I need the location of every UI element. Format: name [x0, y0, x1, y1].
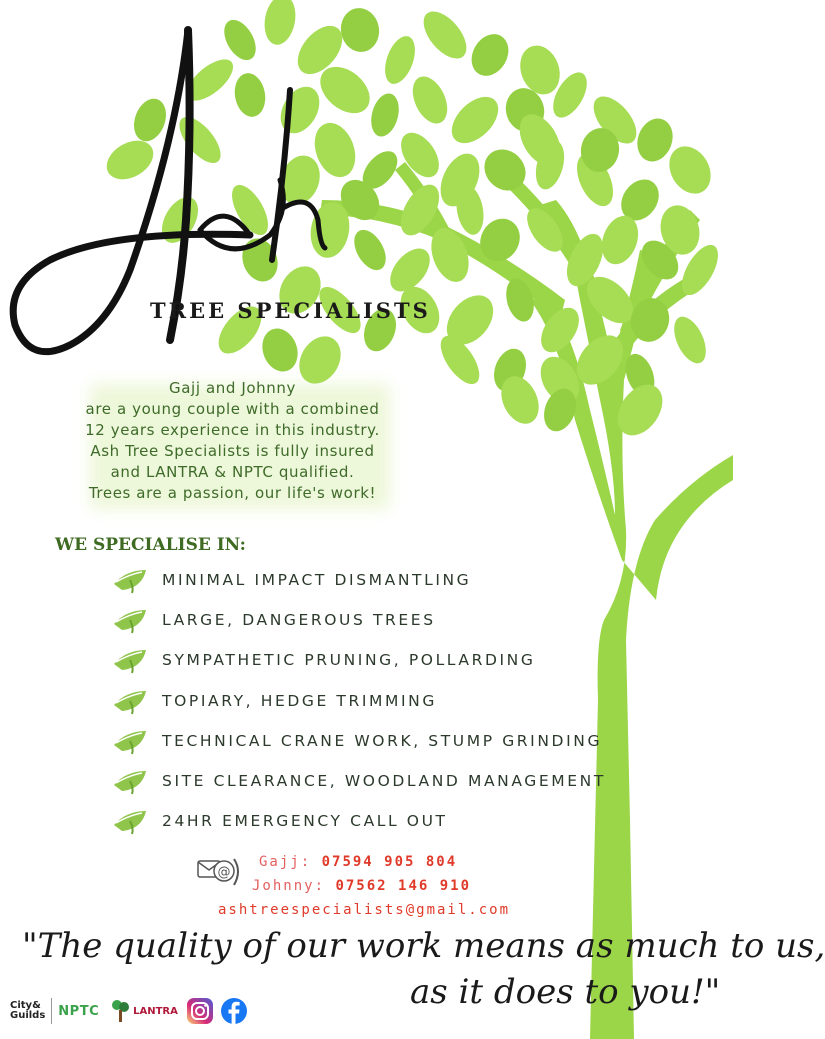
- service-item: [112, 640, 606, 680]
- leaf-icon: [112, 727, 150, 755]
- facebook-icon[interactable]: [220, 997, 248, 1025]
- intro-line: are a young couple with a combined: [85, 400, 380, 418]
- logo-subtitle: TREE SPECIALISTS: [150, 298, 431, 323]
- intro-line: Trees are a passion, our life's work!: [88, 484, 377, 502]
- canopy-leaf: [464, 27, 515, 82]
- service-label: TECHNICAL CRANE WORK, STUMP GRINDING: [162, 731, 603, 750]
- gajj-phone[interactable]: 07594 905 804: [321, 854, 458, 870]
- service-item: [112, 761, 606, 801]
- canopy-leaf: [416, 4, 475, 66]
- service-label: LARGE, DANGEROUS TREES: [162, 611, 436, 630]
- service-item: [112, 801, 606, 841]
- leaf-icon: [112, 566, 150, 594]
- johnny-phone[interactable]: 07562 146 910: [335, 878, 472, 894]
- nptc-logo: NPTC: [58, 1003, 100, 1019]
- city-guilds-logo: City& Guilds: [10, 1000, 46, 1021]
- service-item: [112, 600, 606, 640]
- contact-icon: [196, 853, 242, 889]
- service-item: [112, 721, 606, 761]
- instagram-icon[interactable]: [186, 997, 214, 1025]
- canopy-leaf: [443, 88, 507, 152]
- service-label: MINIMAL IMPACT DISMANTLING: [162, 571, 472, 590]
- service-label: TOPIARY, HEDGE TRIMMING: [162, 691, 437, 710]
- contact-email[interactable]: ashtreespecialists@gmail.com: [218, 902, 511, 918]
- leaf-icon: [112, 767, 150, 795]
- specialise-heading: WE SPECIALISE IN:: [55, 535, 246, 555]
- quote-line-2: as it does to you!": [410, 972, 721, 1012]
- accreditation-badges: [10, 996, 248, 1026]
- lantra-logo: LANTRA: [133, 1005, 178, 1017]
- intro-line: 12 years experience in this industry.: [85, 421, 380, 439]
- leaf-icon: [112, 606, 150, 634]
- leaf-icon: [112, 807, 150, 835]
- service-item: [112, 560, 606, 600]
- intro-line: Gajj and Johnny: [169, 379, 296, 397]
- quote-line-1: "The quality of our work means as much to us,: [22, 926, 825, 966]
- badge-divider: [51, 998, 52, 1024]
- gajj-label: Gajj:: [259, 854, 312, 870]
- canopy-leaf: [668, 312, 713, 368]
- intro-line: and LANTRA & NPTC qualified.: [110, 463, 355, 481]
- service-label: 24HR EMERGENCY CALL OUT: [162, 812, 448, 831]
- services-list: [112, 560, 606, 841]
- leaf-icon: [112, 687, 150, 715]
- lantra-tree-icon: [109, 998, 131, 1024]
- johnny-label: Johnny:: [252, 878, 326, 894]
- intro-line: Ash Tree Specialists is fully insured: [90, 442, 375, 460]
- intro-text: [30, 378, 435, 504]
- contact-johnny: [252, 878, 471, 894]
- service-item: [112, 681, 606, 721]
- svg-text:@: @: [217, 865, 231, 880]
- contact-gajj: [259, 854, 457, 870]
- ash-script-logo: [0, 20, 420, 380]
- leaf-icon: [112, 646, 150, 674]
- service-label: SYMPATHETIC PRUNING, POLLARDING: [162, 651, 536, 670]
- service-label: SITE CLEARANCE, WOODLAND MANAGEMENT: [162, 772, 606, 791]
